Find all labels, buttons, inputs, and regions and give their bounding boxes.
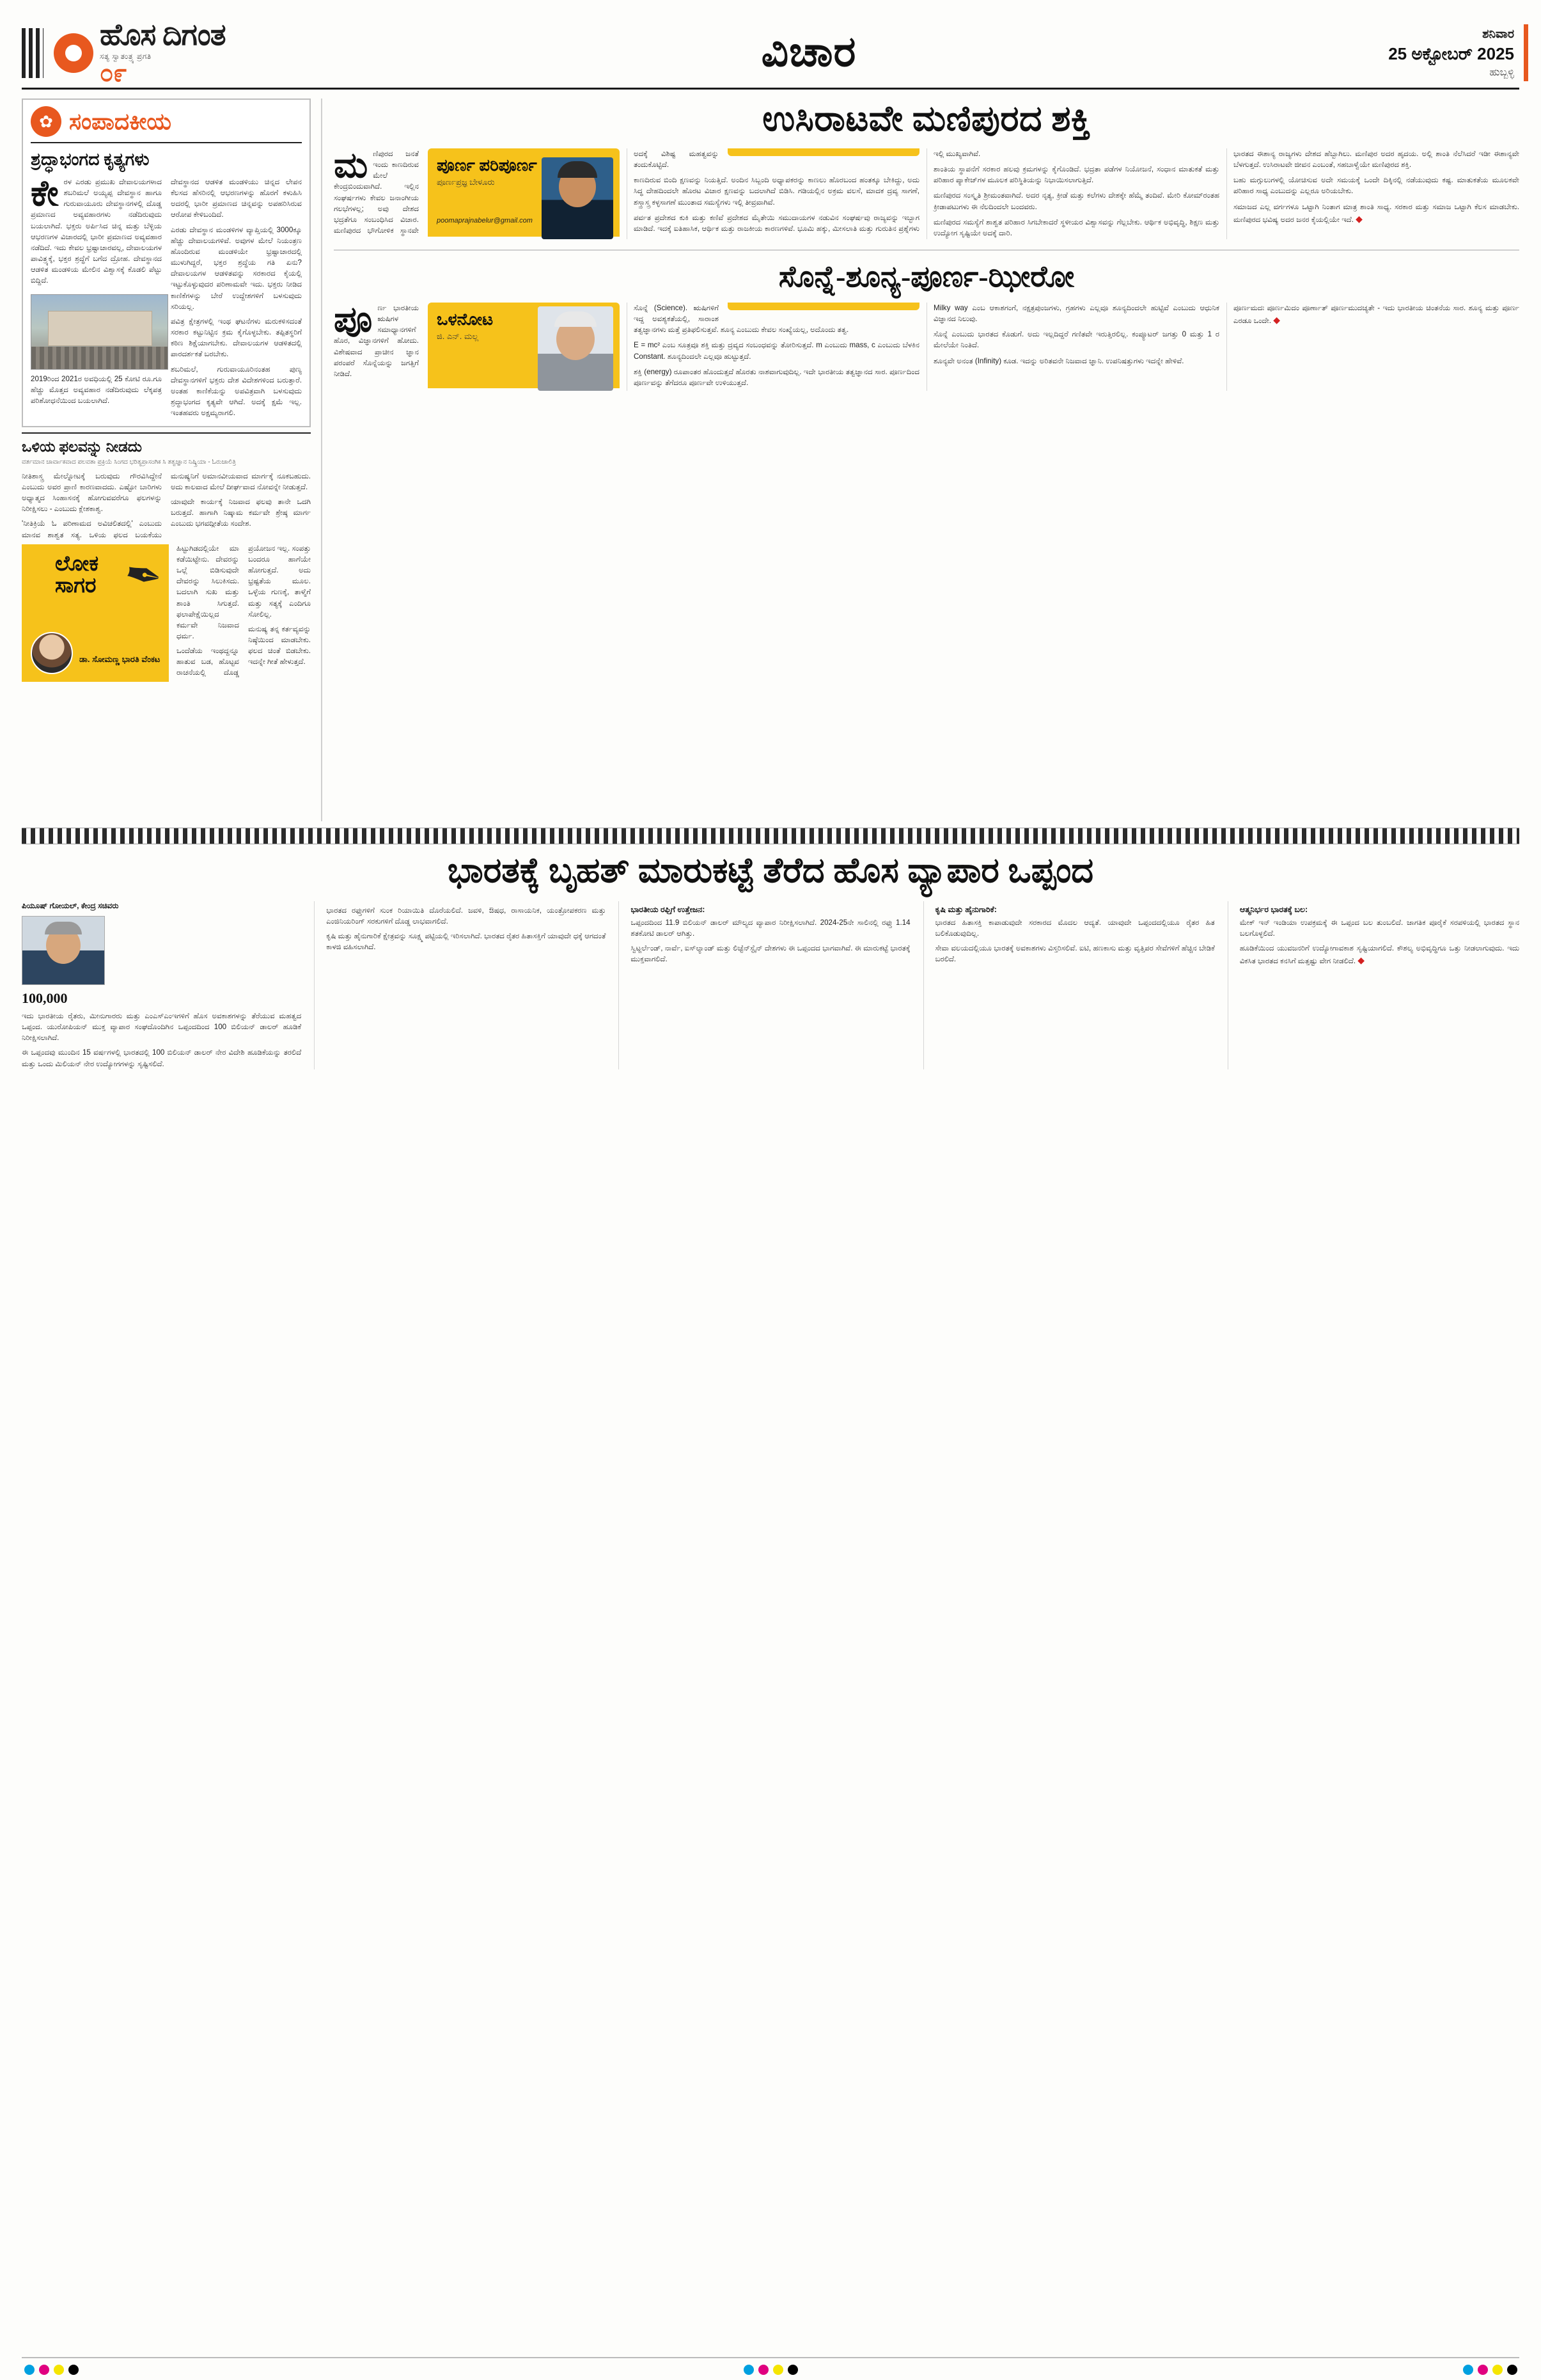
- editorial-para-2: ದೇವಸ್ಥಾನದ ಆಡಳಿತ ಮಂಡಳಿಯು ಚಿನ್ನದ ಲೇಪನ ಕೆಲಸದ ಹೆಸರಿನಲ್ಲಿ ಆಭರಣಗಳನ್ನು ಹೊರಗೆ ಕಳುಹಿಸಿ ಅದರಲ್ಲಿ ಭಾರೀ ಪ್ರಮಾಣದ ಚಿನ್ನವನ್ನು ಅಪಹರಿಸಿರುವ ಆರೋಪ ಕೇಳಿಬಂದಿದೆ.: [171, 178, 302, 219]
- second-article-headline: ಸೊನ್ನೆ-ಶೂನ್ಯ-ಪೂರ್ಣ-ಝೀರೋ: [778, 260, 1075, 293]
- editorial-para-1: [31, 174, 162, 287]
- bottom-col5-subhead: ಆತ್ಮನಿರ್ಭರ ಭಾರತಕ್ಕೆ ಬಲ:: [1239, 905, 1308, 914]
- end-marker-icon: ◆: [1357, 955, 1365, 966]
- bottom-col1-para-1: ಇದು ಭಾರತೀಯ ರೈತರು, ಮೀನುಗಾರರು ಮತ್ತು ಎಂಎಸ್‌ಎಂಇಗಳಿಗೆ ಹೊಸ ಅವಕಾಶಗಳನ್ನು ತೆರೆಯುವ ಮಹತ್ವದ ಒಪ್ಪಂದ. ಯುರೋಪಿಯನ್ ಮುಕ್ತ ವ್ಯಾಪಾರ ಸಂಘದೊಂದಿಗಿನ ಒಪ್ಪಂದದಿಂದ 100 ಬಿಲಿಯನ್ ಡಾಲರ್ ಹೂಡಿಕೆ ನಿರೀಕ್ಷಿಸಲಾಗಿದೆ.: [22, 1012, 302, 1043]
- bottom-author-block: [22, 901, 301, 911]
- editorial-para-1-text: ರಳ ಎರಡು ಪ್ರಮುಖ ದೇವಾಲಯಗಳಾದ ಶಬರಿಮಲೆ ಅಯ್ಯಪ್ಪ ದೇವಸ್ಥಾನ ಹಾಗೂ ಗುರುವಾಯೂರು ದೇವಸ್ಥಾನಗಳಲ್ಲಿ ದೊಡ್ಡ ಪ್ರಮಾಣದ ಅವ್ಯವಹಾರಗಳು ನಡೆದಿರುವುದು ಬಯಲಾಗಿದೆ. ಭಕ್ತರು ಅರ್ಪಿಸಿದ ಚಿನ್ನ ಮತ್ತು ಬೆಳ್ಳಿಯ ಆಭರಣಗಳ ವಿಚಾರದಲ್ಲಿ ಭಾರೀ ಪ್ರಮಾಣದ ಅವ್ಯವಹಾರ ನಡೆದಿದೆ. ಇದು ಕೇವಲ ಭ್ರಷ್ಟಾಚಾರವಲ್ಲ, ದೇವಾಲಯಗಳ ಪಾವಿತ್ರ್ಯಕ್ಕೆ, ಭಕ್ತರ ಶ್ರದ್ಧೆಗೆ ಬಗೆದ ದ್ರೋಹ. ದೇವಸ್ಥಾನದ ಆಡಳಿತ ಮಂಡಳಿಯ ಮೇಲಿನ ವಿಶ್ವಾಸಕ್ಕೆ ಕೊಡಲಿ ಪೆಟ್ಟು ಬಿದ್ದಿದೆ.: [31, 178, 162, 285]
- section-title: ವಿಚಾರ: [761, 29, 857, 75]
- main-article-para-1-text: ಣಿಪುರದ ಜನತೆ ಇಂದು ಕಾಣದಿರುವ ಮೇಲೆ ಕೇಂದ್ರಬಿಂದುವಾಗಿದೆ. ಇಲ್ಲಿನ ಸಂಘರ್ಷಗಳು ಕೇವಲ ಜನಾಂಗೀಯ ಗಲಭೆಗಳಲ್ಲ; ಅವು ದೇಶದ ಭದ್ರತೆಗೂ ಸಂಬಂಧಿಸಿದ ವಿಚಾರ. ಮಣಿಪುರದ ಭೌಗೋಳಿಕ ಸ್ಥಾನವೇ ಅದಕ್ಕೆ ವಿಶಿಷ್ಟ ಮಹತ್ವವನ್ನು ತಂದುಕೊಟ್ಟಿದೆ.: [334, 150, 719, 235]
- main-article-para-2: ಕಾಣದಿರುವ ಬಿಂದಿ ಕ್ಷಣವನ್ನು ನಿಯತ್ತಿದೆ. ಅಂದಿನ ಸಿಬ್ಬಂದಿ ಅಧ್ಯಾಪಕರನ್ನು ಕಾಣಲು ಹೊರಬಂದ ಹಂತಕ್ಕೂ ಬೇಕಿದ್ದು, ಅದು ಸಿದ್ಧ ದೇಹದಿಂದಲೇ ಹೊರಟ ವಿಚಾರ ಕ್ಷಣವನ್ನು ಬದಲಾಗಿದೆ ಬಿಡಿಸಿ. ಗಡಿಯಲ್ಲಿನ ಅಕ್ರಮ ವಲಸೆ, ಮಾದಕ ದ್ರವ್ಯ ಸಾಗಣೆ, ಶಸ್ತ್ರಾಸ್ತ್ರ ಕಳ್ಳಸಾಗಣೆ ಮುಂತಾದ ಸಮಸ್ಯೆಗಳು ಇಲ್ಲಿ ತೀವ್ರವಾಗಿವೆ.: [634, 176, 919, 207]
- left-column: [22, 99, 322, 821]
- left-article-para-4: ಹಿಟ್ಟುಗಿಡದಲ್ಲಿಯೇ ಮಾ ಕಡೆಯಿಟ್ಟೇನು. ದೇವರನ್ನು ಒಲ್ಲೆ ಬಿಡಿಸುವುದೇ ದೇವರನ್ನು ಸಿಲುಕಿಸದು. ಬದಲಾಗಿ ಸುಖ ಮತ್ತು ಶಾಂತಿ ಸಿಗುತ್ತದೆ. ಫಲಾಪೇಕ್ಷೆಯಿಲ್ಲದ ಕರ್ಮವೇ ನಿಜವಾದ ಧರ್ಮ.: [176, 544, 239, 640]
- main-content: [22, 99, 1519, 821]
- left-article-byline: ವರ್ತಮಾನ ಚಾರ್ವಾಕವಾದ ಪಲವತಾ ಪ್ರಕ್ರಿಯೆ ಸಿಂಗದ ಭರಿತ್ಯಪ್ರಾಸಂಗಿಕ ಸಿ ತತ್ವಜ್ಞಾನ ನಿಷ್ಕ್ರಿಯಾ - ಓರುಜಾಲಿತ್ರಿ: [22, 459, 236, 466]
- lokasagara-title-line2: ಸಾಗರ: [55, 574, 97, 598]
- bottom-col3-subhead: ಭಾರತೀಯ ರಫ್ತಿಗೆ ಉತ್ತೇಜನ:: [630, 905, 705, 914]
- lokasagara-column-badge: [22, 544, 169, 682]
- bottom-author-photo: [22, 916, 105, 985]
- cmyk-dot-cyan: [744, 2365, 754, 2375]
- left-article-para-5: ಒಂದೆಡೆಯ ಇಂಥದ್ದನ್ನೂ ಹಾತುವ ಬಡ, ಹೊಟ್ಟವ ರಾಚನೆಯಲ್ಲಿ ದೊಡ್ಡ ಪ್ರಯೋಜನ ಇಲ್ಲ. ಸಂಪತ್ತು ಬಂದರೂ ಹಾಗೆಯೇ ಹೋಗುತ್ತದೆ. ಅದು ಭ್ರಷ್ಟತೆಯ ಮೂಲ. ಒಳ್ಳೆಯ ಗುಣಕ್ಕೆ, ತಾಳ್ಮೆಗೆ ಮತ್ತು ಸತ್ಯಕ್ಕೆ ಎಂದಿಗೂ ಸೋಲಿಲ್ಲ.: [176, 544, 311, 677]
- right-zone: [322, 99, 1519, 821]
- second-article-para-7: ಶೂನ್ಯವೇ ಅನಂತ (Infinity) ಕೂಡ. ಇದನ್ನು ಅರಿತವನೇ ನಿಜವಾದ ಜ್ಞಾನಿ. ಉಪನಿಷತ್ತುಗಳು ಇದನ್ನೇ ಹೇಳಿವೆ.: [934, 356, 1184, 365]
- second-article-para-6: ಸೊನ್ನೆ ಎಂಬುದು ಭಾರತದ ಕೊಡುಗೆ. ಅದು ಇಲ್ಲದಿದ್ದರೆ ಗಣಿತವೇ ಇರುತ್ತಿರಲಿಲ್ಲ. ಕಂಪ್ಯೂಟರ್ ಜಗತ್ತು 0 ಮತ್ತು 1 ರ ಮೇಲೆಯೇ ನಿಂತಿದೆ.: [934, 330, 1219, 350]
- second-author-photo: [538, 306, 613, 391]
- main-author-photo: [542, 157, 613, 239]
- bottom-column-2: [314, 901, 606, 1069]
- bottom-feature-grid: [22, 901, 1519, 1069]
- main-article-para-7: ಭಾರತದ ಈಶಾನ್ಯ ರಾಜ್ಯಗಳು ದೇಶದ ಹೆಬ್ಬಾಗಿಲು. ಮಣಿಪುರ ಅದರ ಹೃದಯ. ಅಲ್ಲಿ ಶಾಂತಿ ನೆಲೆಸಿದರೆ ಇಡೀ ಈಶಾನ್ಯವೇ ಬೆಳಗುತ್ತದೆ. ಉಸಿರಾಟವೇ ಜೀವನ ಎಂಬಂತೆ, ಸಹಬಾಳ್ವೆಯೇ ಮಣಿಪುರದ ಶಕ್ತಿ.: [1233, 150, 1519, 169]
- left-second-article: [22, 439, 311, 678]
- main-article-para-8: ಬಹು ಮಗ್ಗುಲುಗಳಲ್ಲಿ ಯೋಚಿಸುವ ಅದೇ ಸಮಯಕ್ಕೆ ಒಂದೇ ದಿಕ್ಕಿನಲ್ಲಿ ನಡೆಯುವುದು ಕಷ್ಟ. ಮಾತುಕತೆಯ ಮೂಲಕವೇ ಪರಿಹಾರ ಸಾಧ್ಯ ಎಂಬುದನ್ನು ಎಲ್ಲರೂ ಅರಿಯಬೇಕು.: [1233, 176, 1519, 196]
- cmyk-dot-black: [68, 2365, 79, 2375]
- main-article-para-3: ಪರ್ವತ ಪ್ರದೇಶದ ಕುಕಿ ಮತ್ತು ಕಣಿವೆ ಪ್ರದೇಶದ ಮೈತೇಯಿ ಸಮುದಾಯಗಳ ನಡುವಿನ ಸಂಘರ್ಷವು ರಾಜ್ಯವನ್ನು ಇಬ್ಭಾಗ ಮಾಡಿದೆ. ಇದಕ್ಕೆ ಐತಿಹಾಸಿಕ, ಆರ್ಥಿಕ ಮತ್ತು ರಾಜಕೀಯ ಕಾರಣಗಳಿವೆ. ಭೂಮಿ ಹಕ್ಕು, ಮೀಸಲಾತಿ ಮತ್ತು ಗುರುತಿನ ಪ್ರಶ್ನೆಗಳು ಇಲ್ಲಿ ಮುಖ್ಯವಾಗಿವೆ.: [634, 150, 981, 233]
- left-article-para-2: 'ನೀತಿಕ್ರಿಯೆ ಓ ಪರಿಣಾಮದ ಅವಿಚಲಿತದಲ್ಲಿ' ಎಂಬುದು ಮಾನವ ಶಾಶ್ವತ ಸತ್ಯ. ಒಳಿಯ ಫಲದ ಬಯಕೆಯು ಮನುಷ್ಯನಿಗೆ ಅಮಾನವೀಯವಾದ ಮಾರ್ಗಕ್ಕೆ ನೂಕಬಹುದು. ಅದು ಕಾಲವಾದ ಮೇಲೆ ದೀರ್ಘವಾದ ನೋವನ್ನೇ ನೀಡುತ್ತದೆ.: [22, 471, 311, 539]
- cmyk-dots-left: [24, 2365, 79, 2375]
- bottom-col5-para-2-text: ಹೂಡಿಕೆಯಿಂದ ಯುವಜನರಿಗೆ ಉದ್ಯೋಗಾವಕಾಶ ಸೃಷ್ಟಿಯಾಗಲಿದೆ. ಕೌಶಲ್ಯ ಅಭಿವೃದ್ಧಿಗೂ ಒತ್ತು ನೀಡಲಾಗುವುದು. ಇದು ವಿಕಸಿತ ಭಾರತದ ಕನಸಿಗೆ ಮತ್ತಷ್ಟು ವೇಗ ನೀಡಲಿದೆ.: [1239, 944, 1520, 966]
- bottom-col4-para-2: ಸೇವಾ ವಲಯದಲ್ಲಿಯೂ ಭಾರತಕ್ಕೆ ಅವಕಾಶಗಳು ವಿಸ್ತರಿಸಲಿವೆ. ಐಟಿ, ಹಣಕಾಸು ಮತ್ತು ವೃತ್ತಿಪರ ಸೇವೆಗಳಿಗೆ ಹೆಚ್ಚಿನ ಬೇಡಿಕೆ ಬರಲಿದೆ.: [935, 944, 1215, 964]
- second-article: [334, 260, 1519, 391]
- bottom-column-5: [1228, 901, 1519, 1069]
- cmyk-dot-yellow: [1492, 2365, 1503, 2375]
- columnist-avatar: [31, 632, 73, 674]
- cmyk-dot-magenta: [1478, 2365, 1488, 2375]
- bottom-col2-para-2: ಕೃಷಿ ಮತ್ತು ಹೈನುಗಾರಿಕೆ ಕ್ಷೇತ್ರವನ್ನು ಸೂಕ್ಷ್ಮ ಪಟ್ಟಿಯಲ್ಲಿ ಇರಿಸಲಾಗಿದೆ. ಭಾರತದ ರೈತರ ಹಿತಾಸಕ್ತಿಗೆ ಯಾವುದೇ ಧಕ್ಕೆ ಆಗದಂತೆ ಕಾಳಜಿ ವಹಿಸಲಾಗಿದೆ.: [326, 932, 606, 952]
- editorial-box: [22, 99, 311, 427]
- main-author-email: poomaprajnabelur@gmail.com: [437, 217, 533, 225]
- date: 25 ಅಕ್ಟೋಬರ್ 2025: [1388, 43, 1514, 63]
- publication-tagline: ಸತ್ಯ ಸ್ವಾತಂತ್ರ್ಯ ಪ್ರಗತಿ: [100, 51, 152, 61]
- end-marker-icon: ◆: [1356, 213, 1363, 224]
- quill-icon: ✒: [120, 547, 168, 604]
- left-article-headline: ಒಳಿಯ ಫಲವನ್ನು ನೀಡದು: [22, 439, 142, 455]
- editorial-photo: [31, 294, 168, 370]
- editorial-para-5: ಶಬರಿಮಲೆ, ಗುರುವಾಯೂರಿನಂತಹ ಪುಣ್ಯ ದೇವಸ್ಥಾನಗಳಿಗೆ ಭಕ್ತರು ದೇಶ ವಿದೇಶಗಳಿಂದ ಬರುತ್ತಾರೆ. ಅಂತಹ ಕಾಣಿಕೆಯನ್ನು ಅಪವಿತ್ರವಾಗಿ ಬಳಸುವುದು ಶ್ರದ್ಧಾಭಂಗದ ಕೃತ್ಯವೇ ಆಗಿದೆ. ಅದಕ್ಕೆ ಕ್ಷಮೆ ಇಲ್ಲ. ಇಂತಹವರು ಅಕ್ಷಮ್ಯರಾಗಲಿ.: [171, 365, 302, 418]
- page-number: ೦೯: [100, 59, 127, 87]
- second-article-para-8-text: ಪೂರ್ಣಮದಃ ಪೂರ್ಣಮಿದಂ ಪೂರ್ಣಾತ್ ಪೂರ್ಣಮುದಚ್ಯತೇ - ಇದು ಭಾರತೀಯ ಚಿಂತನೆಯ ಸಾರ. ಶೂನ್ಯ ಮತ್ತು ಪೂರ್ಣ ಎರಡೂ ಒಂದೇ.: [1233, 304, 1519, 326]
- masthead-date-block: [1238, 18, 1519, 88]
- second-article-para-2: ಸೊನ್ನೆ (Science). ಋಷಿಗಳಿಗೆ ಇದ್ದ ಅವಶ್ಯಕತೆಯಲ್ಲಿ, ಸಾರಾಂಶ ತತ್ವಜ್ಞಾನಗಳು ಮತ್ತೆ ಪ್ರತಿಫಲಿಸುತ್ತವೆ. ಶೂನ್ಯ ಎಂಬುದು ಕೇವಲ ಸಂಖ್ಯೆಯಲ್ಲ, ಅದೊಂದು ತತ್ವ.: [634, 304, 849, 335]
- columnist-name: ಡಾ. ಸೋಮಣ್ಣ ಭಾರತಿ ವೆಂಕಟ: [79, 654, 160, 664]
- cmyk-dot-yellow: [773, 2365, 783, 2375]
- editorial-photo-caption: 2019ರಿಂದ 2021ರ ಅವಧಿಯಲ್ಲಿ 25 ಕೋಟಿ ರೂ.ಗೂ ಹೆಚ್ಚು ಮೊತ್ತದ ಅವ್ಯವಹಾರ ನಡೆದಿರುವುದು ಲೆಕ್ಕಪತ್ರ ಪರಿಶೋಧನೆಯಿಂದ ಬಯಲಾಗಿದೆ.: [31, 374, 162, 405]
- lokasagara-title-line1: ಲೋಕ: [55, 552, 99, 576]
- cmyk-dots-right: [1463, 2365, 1517, 2375]
- bottom-col5-para-1: ಮೇಕ್ ಇನ್ ಇಂಡಿಯಾ ಉಪಕ್ರಮಕ್ಕೆ ಈ ಒಪ್ಪಂದ ಬಲ ತುಂಬಲಿದೆ. ಜಾಗತಿಕ ಪೂರೈಕೆ ಸರಪಳಿಯಲ್ಲಿ ಭಾರತದ ಸ್ಥಾನ ಬಲಗೊಳ್ಳಲಿದೆ.: [1239, 918, 1520, 938]
- stripe-decoration: [22, 28, 43, 78]
- bottom-col3-para-1: ಒಪ್ಪಂದದಿಂದ 11.9 ಬಿಲಿಯನ್ ಡಾಲರ್ ಮೌಲ್ಯದ ವ್ಯಾಪಾರ ನಿರೀಕ್ಷಿಸಲಾಗಿದೆ. 2024-25ನೇ ಸಾಲಿನಲ್ಲಿ ರಫ್ತು 1.14 ಶತಕೋಟಿ ಡಾಲರ್ ಆಗಿತ್ತು.: [630, 918, 911, 938]
- main-article-para-5: ಮಣಿಪುರದ ಸಂಸ್ಕೃತಿ ಶ್ರೀಮಂತವಾಗಿದೆ. ಅದರ ನೃತ್ಯ, ಕ್ರೀಡೆ ಮತ್ತು ಕಲೆಗಳು ದೇಶಕ್ಕೇ ಹೆಮ್ಮೆ ತಂದಿವೆ. ಮೇರಿ ಕೋಮ್‌ರಂತಹ ಕ್ರೀಡಾಪಟುಗಳು ಈ ನೆಲದಿಂದಲೇ ಬಂದವರು.: [934, 191, 1219, 211]
- brand-logo-icon: [54, 33, 93, 73]
- bottom-column-3: [618, 901, 910, 1069]
- bottom-col1-para-2: ಈ ಒಪ್ಪಂದವು ಮುಂದಿನ 15 ವರ್ಷಗಳಲ್ಲಿ ಭಾರತದಲ್ಲಿ 100 ಬಿಲಿಯನ್ ಡಾಲರ್ ನೇರ ವಿದೇಶಿ ಹೂಡಿಕೆಯನ್ನು ತರಲಿದೆ ಮತ್ತು ಒಂದು ಮಿಲಿಯನ್ ನೇರ ಉದ್ಯೋಗಗಳನ್ನು ಸೃಷ್ಟಿಸಲಿದೆ.: [22, 1048, 302, 1068]
- editorial-brand: ಸಂಪಾದಕೀಯ: [69, 108, 171, 134]
- cmyk-dot-cyan: [24, 2365, 35, 2375]
- cmyk-dot-magenta: [758, 2365, 769, 2375]
- divider: [31, 142, 302, 143]
- publication-name: ಹೊಸ ದಿಗಂತ: [100, 19, 226, 52]
- bottom-column-1: [22, 901, 301, 1069]
- section-title-wrap: [380, 18, 1238, 88]
- second-article-para-1-text: ರ್ಣ ಭಾರತೀಯ ಋಷಿಗಳ ಸಮಾಧ್ಯಾನಗಳಿಗೆ ಹೊರ, ವಿಜ್ಞಾನಗಳಿಗೆ ಹೋದು. ವಿಶೇಷವಾದ ಪ್ರಾಚೀನ ಜ್ಞಾನ ಪರಂಪರೆ ಸೊನ್ನೆಯನ್ನು ಜಗತ್ತಿಗೆ ನೀಡಿದೆ.: [334, 304, 419, 378]
- main-article: [334, 99, 1519, 239]
- editorial-headline: ಶ್ರದ್ಧಾಭಂಗದ ಕೃತ್ಯಗಳು: [31, 150, 150, 169]
- weekday: ಶನಿವಾರ: [1482, 27, 1514, 41]
- editorial-para-3: ಎರಡು ದೇವಸ್ಥಾನ ಮಂಡಳಿಗಳ ವ್ಯಾಪ್ತಿಯಲ್ಲಿ 3000ಕ್ಕೂ ಹೆಚ್ಚು ದೇವಾಲಯಗಳಿವೆ. ಅವುಗಳ ಮೇಲೆ ನಿಯಂತ್ರಣ ಹೊಂದಿರುವ ಮಂಡಳಿಯೇ ಭ್ರಷ್ಟಾಚಾರದಲ್ಲಿ ಮುಳುಗಿದ್ದರೆ, ಭಕ್ತರ ಶ್ರದ್ಧೆಯ ಗತಿ ಏನು? ದೇವಾಲಯಗಳ ಆಡಳಿತವನ್ನು ಸರಕಾರದ ಕೈಯಲ್ಲಿ ಇಟ್ಟುಕೊಳ್ಳುವುದರ ಪರಿಣಾಮವೇ ಇದು. ಭಕ್ತರು ನೀಡಿದ ಕಾಣಿಕೆಗಳನ್ನು ಬೇರೆ ಉದ್ದೇಶಗಳಿಗೆ ಬಳಸುವುದು ಸರಿಯಲ್ಲ.: [171, 225, 302, 311]
- end-marker-icon: ◆: [1273, 315, 1281, 326]
- main-article-para-9: [1233, 201, 1519, 226]
- cmyk-dots-center: [744, 2365, 798, 2375]
- divider: [334, 249, 1519, 251]
- bottom-feature-stat: 100,000: [22, 990, 68, 1006]
- main-author-name: ಪೂರ್ಣ ಪರಿಪೂರ್ಣ: [437, 156, 537, 175]
- bottom-feature-headline: ಭಾರತಕ್ಕೆ ಬೃಹತ್ ಮಾರುಕಟ್ಟೆ ತೆರೆದ ಹೊಸ ವ್ಯಾಪಾರ ಒಪ್ಪಂದ: [447, 851, 1094, 890]
- left-article-para-1: ನೀತಿಶಾಸ್ತ್ರ ಮೇಲ್ನೋಟಕ್ಕೆ ಬರುವುದು ಗೌರವಿಸಿದ್ದೇನೆ ಎಂಬುದು ಅವರ ಪ್ರಾಣಿ ಕಾರಣವಾದದು. ಎಷ್ಟೋ ಬಾರಿಗಳು ಅಧ್ಯಾತ್ಮದ ಸಿಂಹಾಸನಕ್ಕೆ ಹೋಗುವವರೆಗೂ ಫಲಗಳನ್ನು ನಿರೀಕ್ಷಿಸಲು - ಎಂಬುದು ಕ್ಲೇಶಕಾಶ್ವ.: [22, 471, 162, 514]
- left-article-para-6: ಮನುಷ್ಯ ತನ್ನ ಕರ್ತವ್ಯವನ್ನು ನಿಷ್ಠೆಯಿಂದ ಮಾಡಬೇಕು. ಫಲದ ಚಿಂತೆ ಬಿಡಬೇಕು. ಇದನ್ನೇ ಗೀತೆ ಹೇಳುತ್ತದೆ.: [248, 624, 311, 666]
- masthead: [22, 18, 1519, 90]
- divider: [22, 432, 311, 434]
- bottom-col4-para-1: ಭಾರತದ ಹಿತಾಸಕ್ತಿ ಕಾಪಾಡುವುದೇ ಸರಕಾರದ ಮೊದಲ ಆದ್ಯತೆ. ಯಾವುದೇ ಒಪ್ಪಂದದಲ್ಲಿಯೂ ರೈತರ ಹಿತ ಬಲಿಕೊಡುವುದಿಲ್ಲ.: [935, 918, 1215, 938]
- editorial-dropcap: ಕೇ: [31, 174, 59, 214]
- cmyk-dot-black: [1507, 2365, 1517, 2375]
- cmyk-dot-black: [788, 2365, 798, 2375]
- editorial-emblem-icon: ✿: [31, 106, 61, 137]
- bottom-author-name: ಪಿಯೂಷ್ ಗೋಯಲ್, ಕೇಂದ್ರ ಸಚಿವರು: [22, 901, 119, 910]
- bottom-col4-subhead: ಕೃಷಿ ಮತ್ತು ಹೈನುಗಾರಿಕೆ:: [935, 905, 997, 914]
- second-article-para-3: E = mc² ಎಂಬ ಸೂತ್ರವೂ ಶಕ್ತಿ ಮತ್ತು ದ್ರವ್ಯದ ಸಂಬಂಧವನ್ನು ತೋರಿಸುತ್ತದೆ. m ಎಂಬುದು mass, c ಎಂಬುದು ಬೆಳಕಿನ Constant. ಶೂನ್ಯದಿಂದಲೇ ಎಲ್ಲವೂ ಹುಟ್ಟುತ್ತದೆ.: [634, 341, 919, 361]
- second-article-para-4: ಶಕ್ತಿ (energy) ರೂಪಾಂತರ ಹೊಂದುತ್ತದೆ ಹೊರತು ನಾಶವಾಗುವುದಿಲ್ಲ. ಇದೇ ಭಾರತೀಯ ತತ್ವಜ್ಞಾನದ ಸಾರ. ಪೂರ್ಣದಿಂದ ಪೂರ್ಣವನ್ನು ತೆಗೆದರೂ ಪೂರ್ಣವೇ ಉಳಿಯುತ್ತದೆ.: [634, 367, 919, 387]
- masthead-logo[interactable]: [22, 18, 380, 88]
- main-article-headline: ಉಸಿರಾಟವೇ ಮಣಿಪುರದ ಶಕ್ತಿ: [762, 99, 1091, 138]
- main-article-para-9-text: ಸಮಾಜದ ಎಲ್ಲ ವರ್ಗಗಳೂ ಒಟ್ಟಾಗಿ ನಿಂತಾಗ ಮಾತ್ರ ಶಾಂತಿ ಸಾಧ್ಯ. ಸರಕಾರ ಮತ್ತು ಸಮಾಜ ಒಟ್ಟಾಗಿ ಕೆಲಸ ಮಾಡಬೇಕು. ಮಣಿಪುರದ ಭವಿಷ್ಯ ಅದರ ಜನರ ಕೈಯಲ್ಲಿಯೇ ಇದೆ.: [1233, 202, 1519, 224]
- main-author-sub: ಪೂರ್ಣಪ್ರಜ್ಞ ಬೇಳೂರು: [437, 177, 495, 187]
- bottom-col5-para-2: [1240, 943, 1519, 967]
- main-article-dropcap: ಮ: [334, 146, 368, 185]
- editorial-para-4: ಪವಿತ್ರ ಕ್ಷೇತ್ರಗಳಲ್ಲಿ ಇಂಥ ಘಟನೆಗಳು ಮರುಕಳಿಸದಂತೆ ಸರಕಾರ ಕಟ್ಟುನಿಟ್ಟಿನ ಕ್ರಮ ಕೈಗೊಳ್ಳಬೇಕು. ತಪ್ಪಿತಸ್ಥರಿಗೆ ಕಠಿಣ ಶಿಕ್ಷೆಯಾಗಬೇಕು. ದೇವಾಲಯಗಳ ಆಡಳಿತದಲ್ಲಿ ಪಾರದರ್ಶಕತೆ ಬರಬೇಕು.: [171, 317, 302, 359]
- second-article-para-5: Milky way ಎಂಬ ಆಕಾಶಗಂಗೆ, ನಕ್ಷತ್ರಪುಂಜಗಳು, ಗ್ರಹಗಳು ಎಲ್ಲವೂ ಶೂನ್ಯದಿಂದಲೇ ಹುಟ್ಟಿವೆ ಎಂಬುದು ಆಧುನಿಕ ವಿಜ್ಞಾನದ ನಿಲುವು.: [934, 304, 1219, 324]
- cmyk-dot-magenta: [39, 2365, 49, 2375]
- second-article-dropcap: ಪೂ: [334, 300, 373, 340]
- decorative-stripe-band: [22, 828, 1519, 844]
- second-article-para-8: [1233, 303, 1519, 327]
- bottom-col2-para-1: ಭಾರತದ ರಫ್ತುಗಳಿಗೆ ಸುಂಕ ರಿಯಾಯಿತಿ ದೊರೆಯಲಿದೆ. ಜವಳಿ, ಔಷಧ, ರಾಸಾಯನಿಕ, ಯಂತ್ರೋಪಕರಣ ಮತ್ತು ಎಂಜಿನಿಯರಿಂಗ್ ಸರಕುಗಳಿಗೆ ದೊಡ್ಡ ಲಾಭವಾಗಲಿದೆ.: [326, 906, 606, 926]
- cmyk-dot-cyan: [1463, 2365, 1473, 2375]
- main-article-para-4: ಶಾಂತಿಯ ಸ್ಥಾಪನೆಗೆ ಸರಕಾರ ಹಲವು ಕ್ರಮಗಳನ್ನು ಕೈಗೊಂಡಿದೆ. ಭದ್ರತಾ ಪಡೆಗಳ ನಿಯೋಜನೆ, ಸಂಧಾನ ಮಾತುಕತೆ ಮತ್ತು ಪರಿಹಾರ ಪ್ಯಾಕೇಜ್‌ಗಳ ಮೂಲಕ ಪರಿಸ್ಥಿತಿಯನ್ನು ನಿಭಾಯಿಸಲಾಗುತ್ತಿದೆ.: [934, 165, 1219, 185]
- left-article-para-3: ಯಾವುದೇ ಕಾರ್ಯಕ್ಕೆ ನಿಜವಾದ ಫಲವು ತಾನೇ ಒದಗಿ ಬರುತ್ತದೆ. ಹಾಗಾಗಿ ನಿಷ್ಕಾಮ ಕರ್ಮವೇ ಶ್ರೇಷ್ಠ ಮಾರ್ಗ ಎಂಬುದು ಭಗವದ್ಗೀತೆಯ ಸಂದೇಶ.: [171, 498, 311, 528]
- registration-marks: [0, 2365, 1541, 2375]
- bottom-col3-para-2: ಸ್ವಿಟ್ಜರ್ಲೆಂಡ್, ನಾರ್ವೆ, ಐಸ್‌ಲ್ಯಾಂಡ್ ಮತ್ತು ಲಿಚ್ಟೆನ್‌ಸ್ಟೈನ್ ದೇಶಗಳು ಈ ಒಪ್ಪಂದದ ಭಾಗವಾಗಿವೆ. ಈ ಮಾರುಕಟ್ಟೆ ಭಾರತಕ್ಕೆ ಮುಕ್ತವಾಗಲಿದೆ.: [630, 944, 911, 964]
- second-author-sub: ಜಿ. ಎನ್. ಮಲ್ಲ: [437, 331, 479, 341]
- edition-city: ಹುಬ್ಬಳ್ಳಿ: [1489, 67, 1514, 78]
- bottom-column-4: [923, 901, 1215, 1069]
- second-author-name: ಒಳನೋಟ: [437, 310, 494, 329]
- divider: [22, 2357, 1519, 2358]
- cmyk-dot-yellow: [54, 2365, 64, 2375]
- editorial-brand-row: [31, 106, 302, 137]
- main-article-para-6: ಮಣಿಪುರದ ಸಮಸ್ಯೆಗೆ ಶಾಶ್ವತ ಪರಿಹಾರ ಸಿಗಬೇಕಾದರೆ ಸ್ಥಳೀಯರ ವಿಶ್ವಾಸವನ್ನು ಗೆಲ್ಲಬೇಕು. ಆರ್ಥಿಕ ಅಭಿವೃದ್ಧಿ, ಶಿಕ್ಷಣ ಮತ್ತು ಉದ್ಯೋಗ ಸೃಷ್ಟಿಯೇ ಅದಕ್ಕೆ ದಾರಿ.: [934, 217, 1219, 237]
